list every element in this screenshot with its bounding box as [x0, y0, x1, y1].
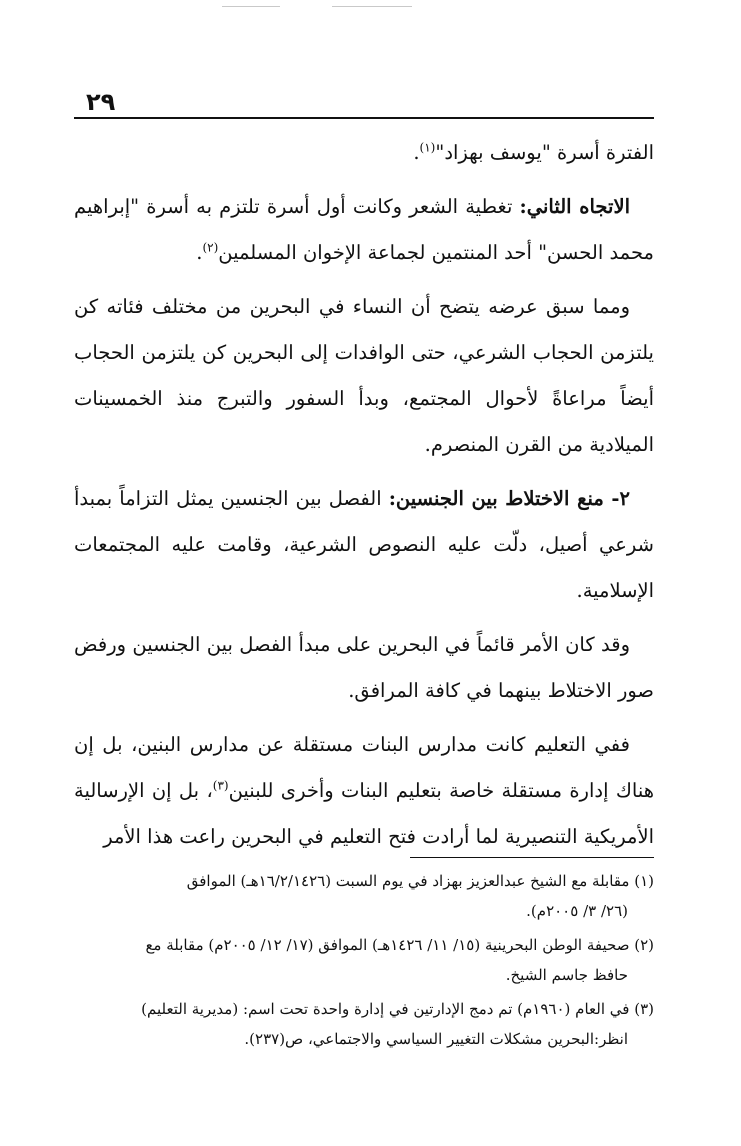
footnotes — [74, 866, 654, 1058]
footnote-number: (٣) — [634, 1000, 654, 1018]
footnote-ref-3: (٣) — [212, 778, 229, 793]
top-scan-mark-left — [222, 6, 280, 7]
paragraph-6: ففي التعليم كانت مدارس البنات مستقلة عن مدارس البنين، بل إن هناك إدارة مستقلة خاصة بتعليم البنات وأخرى للبنين$^{(٣)}$، بل إن الإرسالية الأمريكية التنصيرية لما أرادت فتح التعليم في البحرين راعت هذا الأمر — [74, 733, 655, 848]
paragraph-3: ومما سبق عرضه يتضح أن النساء في البحرين من مختلف فئاته كن يلتزمن الحجاب الشرعي، حتى الوافدات إلى البحرين كن يلتزمن الحجاب أيضاً مراعاةً لأحوال المجتمع، وبدأ السفور والتبرج منذ الخمسينات الميلادية من القرن المنصرم. — [74, 295, 654, 456]
paragraph-2: الاتجاه الثاني: تغطية الشعر وكانت أول أسرة تلتزم به أسرة "إبراهيم محمد الحسن" أحد المنتمين لجماعة الإخوان المسلمين$^{(٢)}$. — [74, 195, 654, 264]
main-text — [74, 130, 654, 868]
top-scan-mark-right — [332, 6, 412, 7]
footnote-1: (١) مقابلة مع الشيخ عبدالعزيز بهزاد في يوم السبت (١٦/٢/١٤٢٦هـ) الموافق (٢٦/ ٣/ ٢٠٠٥م). — [186, 872, 654, 920]
footnote-ref-2: (٢) — [202, 240, 219, 255]
footnote-separator — [410, 857, 654, 858]
page-number: ٢٩ — [86, 88, 116, 116]
paragraph-4: ٢- منع الاختلاط بين الجنسين: الفصل بين الجنسين يمثل التزاماً بمبدأ شرعي أصيل، دلّت عليه النصوص الشرعية، وقامت عليه المجتمعات الإسلامية. — [74, 487, 654, 602]
footnote-number: (١) — [634, 872, 654, 890]
footnote-3: (٣) في العام (١٩٦٠م) تم دمج الإدارتين في إدارة واحدة تحت اسم: (مديرية التعليم) انظر:البحرين مشكلات التغيير السياسي والاجتماعي، ص(٢٣٧). — [141, 1000, 654, 1048]
footnote-ref-1: (١) — [419, 140, 436, 155]
paragraph-5: وقد كان الأمر قائماً في البحرين على مبدأ الفصل بين الجنسين ورفض صور الاختلاط بينهما في كافة المرافق. — [74, 633, 654, 702]
header-rule — [74, 117, 654, 119]
footnote-2: (٢) صحيفة الوطن البحرينية (١٥/ ١١/ ١٤٢٦هـ) الموافق (١٧/ ١٢/ ٢٠٠٥م) مقابلة مع حافظ جاسم الشيخ. — [145, 936, 654, 984]
paragraph-1: الفترة أسرة "يوسف بهزاد"$^{(١)}$. — [413, 140, 654, 164]
paragraph-lead: الاتجاه الثاني: — [519, 195, 630, 218]
footnote-number: (٢) — [634, 936, 654, 954]
paragraph-lead: ٢- منع الاختلاط بين الجنسين: — [388, 487, 630, 510]
